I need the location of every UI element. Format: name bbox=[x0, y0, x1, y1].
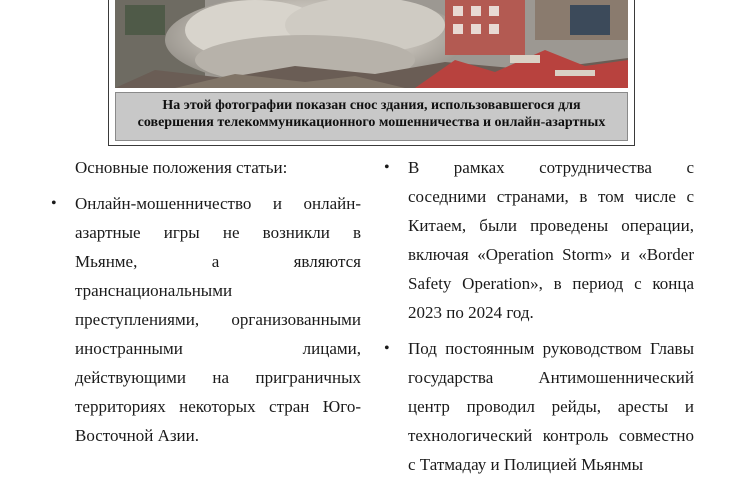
right-column bbox=[408, 153, 694, 486]
text-line: действующими на приграничных bbox=[75, 368, 361, 387]
key-points-heading: Основные положения статьи: bbox=[75, 158, 288, 177]
key-points-list-left bbox=[75, 189, 361, 450]
text-line: включая «Operation Storm» и «Border bbox=[408, 245, 694, 264]
text-line: • Под постоянным руководством Главы bbox=[408, 339, 694, 358]
text-line: • Онлайн-мошенничество и онлайн- bbox=[75, 194, 361, 213]
demolition-photo bbox=[115, 0, 628, 88]
text-line: Мьянме, а являются bbox=[75, 252, 361, 271]
left-column bbox=[75, 153, 361, 457]
text-line: азартные игры не возникли в bbox=[75, 223, 361, 242]
text-line: государства Антимошеннический bbox=[408, 368, 694, 387]
text-line: с Татмадау и Полицией Мьянмы bbox=[408, 455, 644, 474]
text-line: соседними странами, в том числе с bbox=[408, 187, 694, 206]
caption-line-2: совершения телекоммуникационного мошенничества и онлайн-азартных bbox=[137, 115, 606, 130]
text-line: • В рамках сотрудничества с bbox=[408, 158, 694, 177]
text-line: центр проводил рейды, аресты и bbox=[408, 397, 694, 416]
list-item bbox=[408, 153, 694, 327]
text-line: Китаем, были проведены операции, bbox=[408, 216, 694, 235]
caption-line-1: На этой фотографии показан снос здания, использовавшегося для bbox=[162, 98, 581, 113]
text-line: транснациональными bbox=[75, 281, 233, 300]
text-line: территориях некоторых стран Юго- bbox=[75, 397, 361, 416]
text-line: технологический контроль совместно bbox=[408, 426, 694, 445]
key-points-list-right bbox=[408, 153, 694, 479]
text-line: 2023 по 2024 год. bbox=[408, 303, 534, 322]
photo-caption bbox=[115, 92, 628, 141]
text-line: Восточной Азии. bbox=[75, 426, 200, 445]
demolition-photo-icon bbox=[115, 0, 628, 88]
list-item bbox=[75, 189, 361, 450]
text-line: Safety Operation», в период с конца bbox=[408, 274, 694, 293]
list-item bbox=[408, 334, 694, 479]
news-figure bbox=[108, 0, 635, 146]
text-line: иностранными лицами, bbox=[75, 339, 361, 358]
text-line: преступлениями, организованными bbox=[75, 310, 361, 329]
